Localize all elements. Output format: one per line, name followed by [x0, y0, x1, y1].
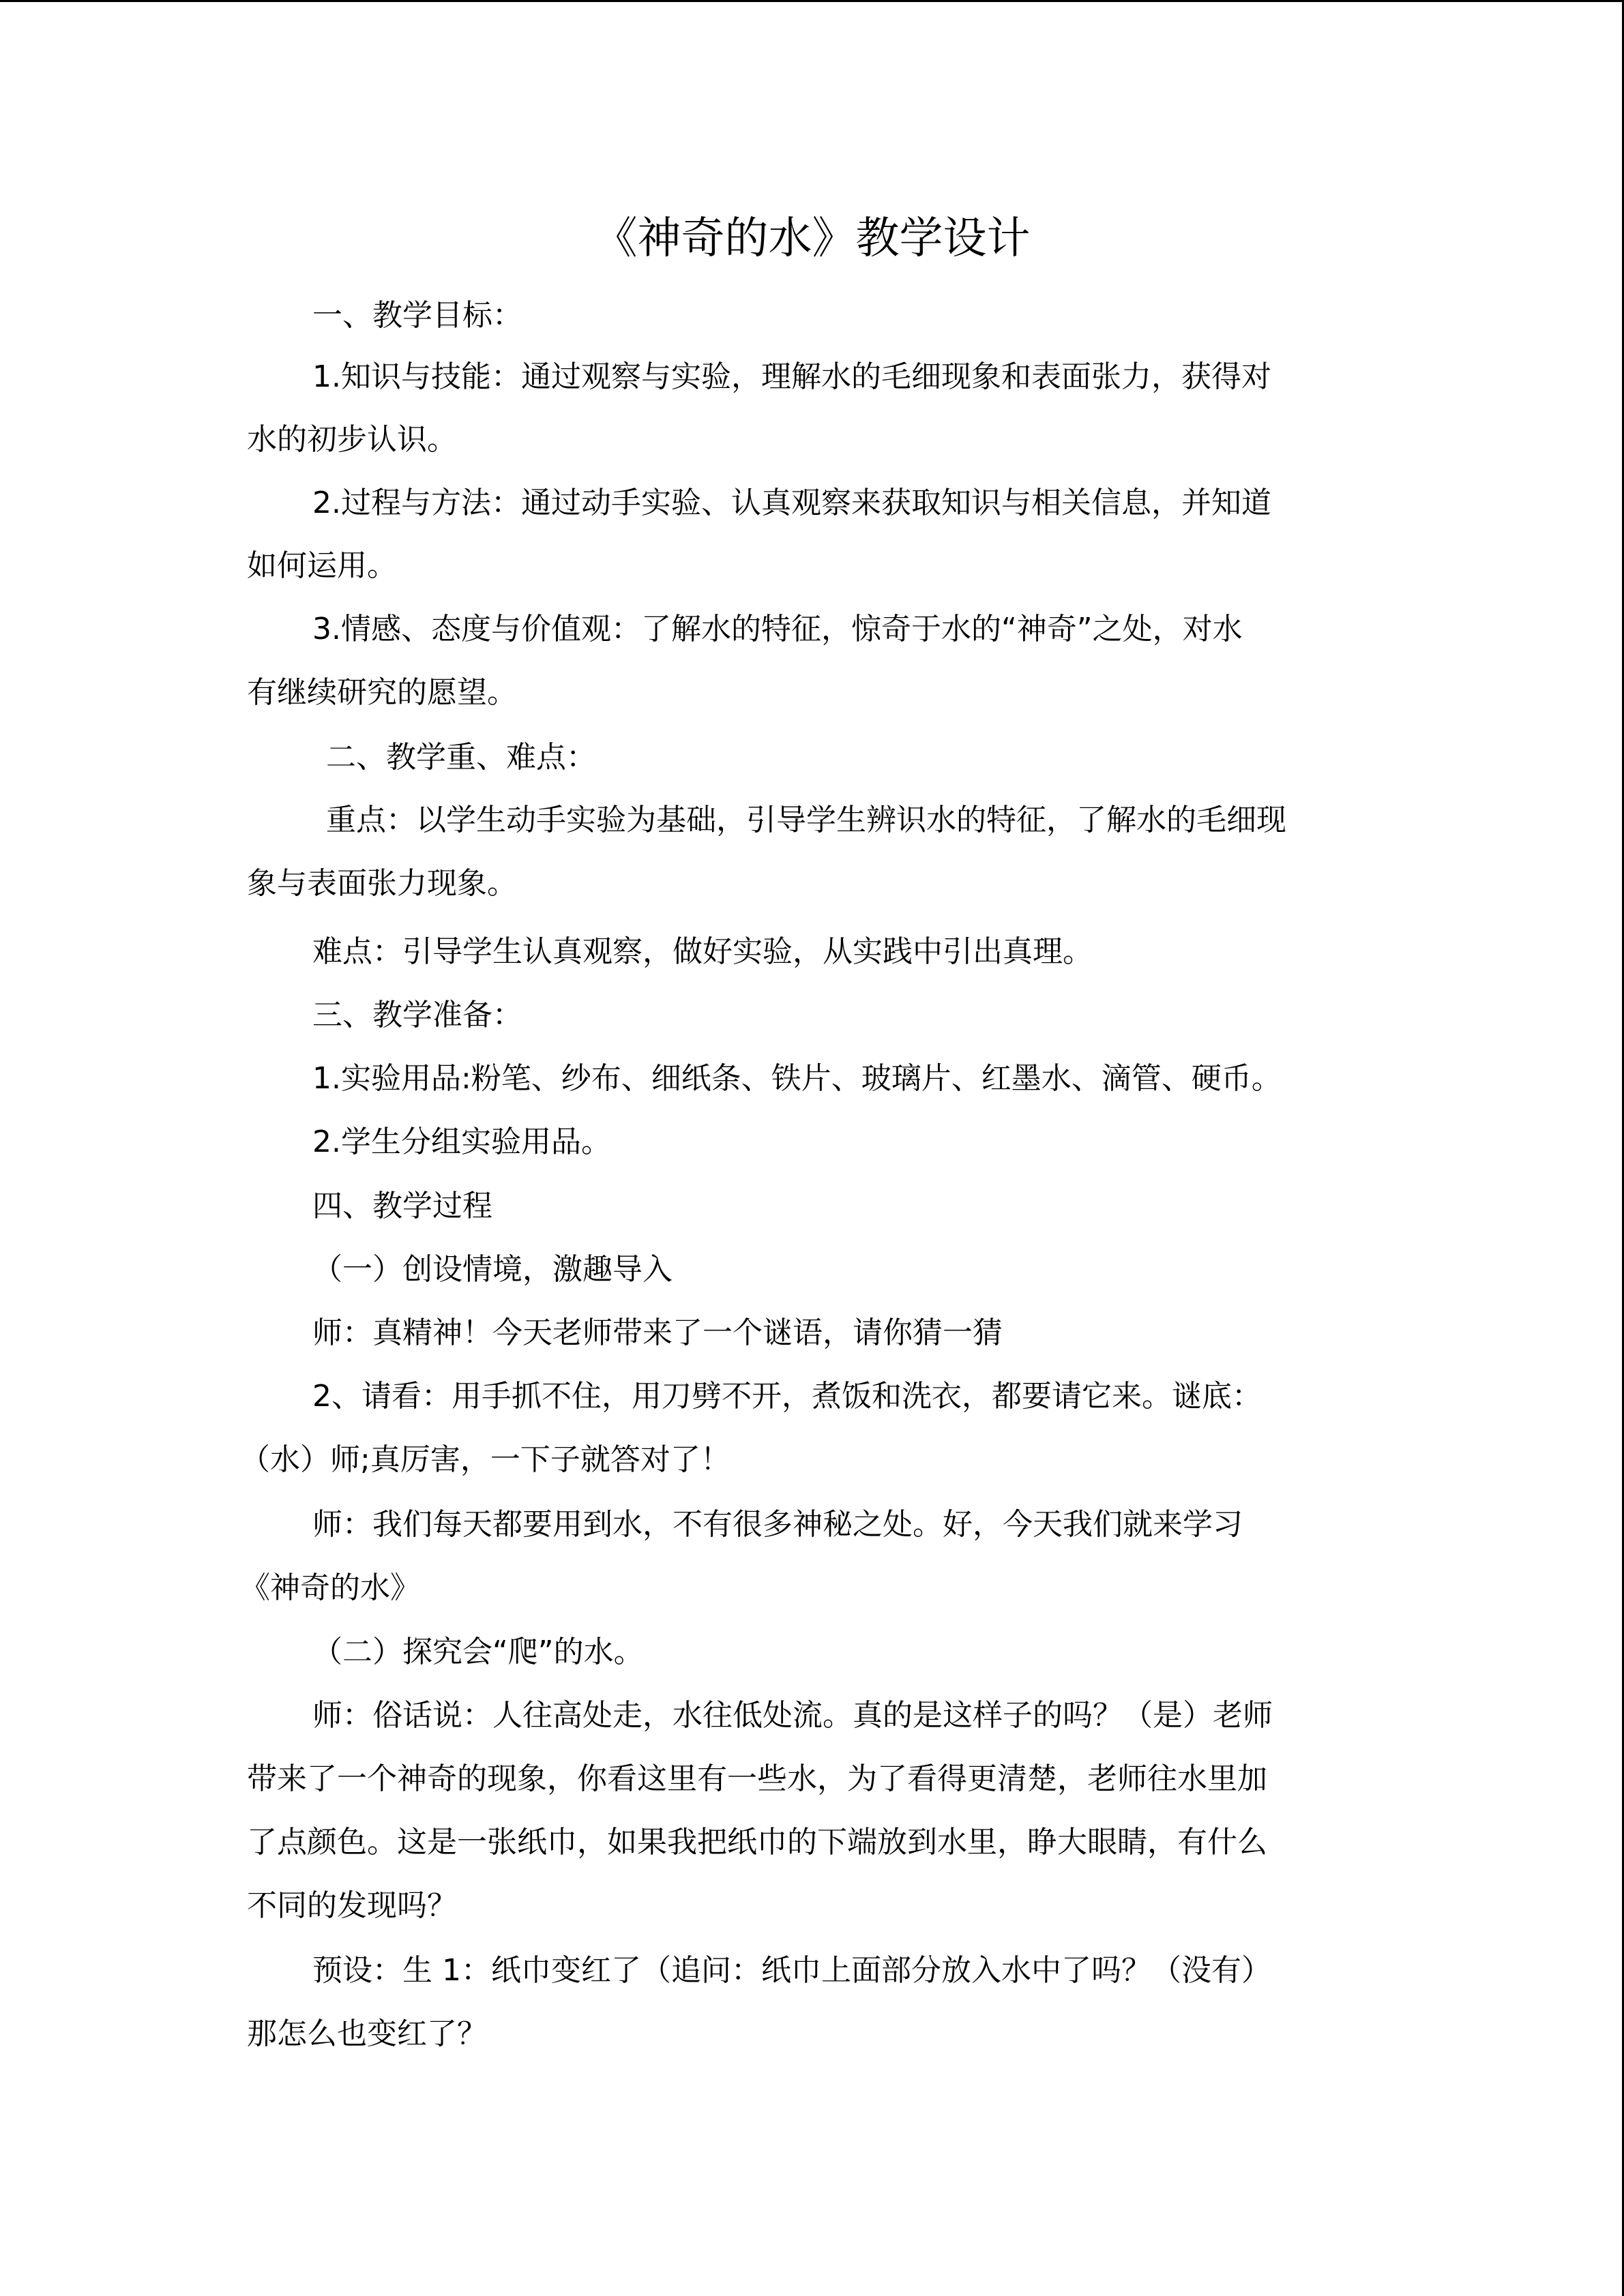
paragraph-line: 难点：引导学生认真观察，做好实验，从实践中引出真理。: [312, 934, 1093, 969]
heading-objectives: 一、教学目标：: [312, 298, 522, 333]
paragraph-line: 1.实验用品:粉笔、纱布、细纸条、铁片、玻璃片、红墨水、滴管、硬币。: [312, 1061, 1282, 1096]
paragraph-line: 重点：以学生动手实验为基础，引导学生辨识水的特征，了解水的毛细现: [326, 803, 1286, 837]
paragraph-line: 水的初步认识。: [247, 422, 457, 457]
paragraph-line: 《神奇的水》: [240, 1570, 420, 1605]
paragraph-line: 师：俗话说：人往高处走，水往低处流。真的是这样子的吗？（是）老师: [312, 1698, 1273, 1733]
subheading-intro: （一）创设情境，激趣导入: [312, 1252, 673, 1287]
heading-preparation: 三、教学准备：: [312, 998, 522, 1032]
paragraph-line: 不同的发现吗？: [247, 1888, 457, 1923]
paragraph-line: 2、请看：用手抓不住，用刀劈不开，煮饭和洗衣，都要请它来。谜底：: [312, 1379, 1262, 1414]
paragraph-line: 师：我们每天都要用到水，不有很多神秘之处。好，今天我们就来学习: [312, 1507, 1243, 1542]
paragraph-line: 了点颜色。这是一张纸巾，如果我把纸巾的下端放到水里，睁大眼睛，有什么: [247, 1825, 1267, 1860]
paragraph-line: 3.情感、态度与价值观：了解水的特征，惊奇于水的“神奇”之处，对水: [312, 612, 1243, 646]
paragraph-line: 1.知识与技能：通过观察与实验，理解水的毛细现象和表面张力，获得对: [312, 359, 1271, 394]
paragraph-line: 2.学生分组实验用品。: [312, 1124, 611, 1159]
paragraph-line: 如何运用。: [247, 548, 397, 583]
paragraph-line: 预设：生 1：纸巾变红了（追问：纸巾上面部分放入水中了吗？（没有）: [312, 1953, 1271, 1988]
heading-process: 四、教学过程: [312, 1189, 492, 1223]
document-title: 《神奇的水》教学设计: [593, 213, 1031, 264]
heading-key-points: 二、教学重、难点：: [326, 740, 596, 775]
page-top-border: [0, 0, 1624, 2]
subheading-explore: （二）探究会“爬”的水。: [312, 1635, 644, 1669]
paragraph-line: 象与表面张力现象。: [247, 866, 517, 901]
paragraph-line: 带来了一个神奇的现象，你看这里有一些水，为了看得更清楚，老师往水里加: [247, 1761, 1267, 1796]
paragraph-line: 那怎么也变红了？: [247, 2016, 487, 2051]
paragraph-line: 2.过程与方法：通过动手实验、认真观察来获取知识与相关信息，并知道: [312, 486, 1271, 520]
paragraph-line: 有继续研究的愿望。: [247, 675, 517, 710]
paragraph-line: （水）师;真厉害，一下子就答对了！: [240, 1442, 730, 1477]
paragraph-line: 师：真精神！今天老师带来了一个谜语，请你猜一猜: [312, 1315, 1003, 1350]
